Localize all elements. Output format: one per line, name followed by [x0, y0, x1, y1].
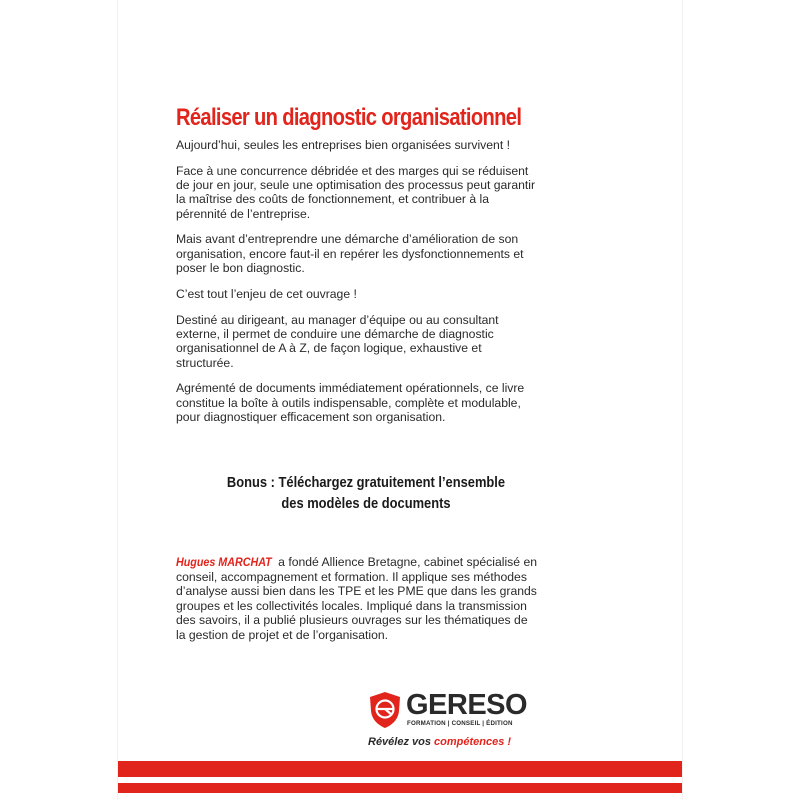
author-name: Hugues MARCHAT [176, 555, 272, 569]
description-paragraph: Agrémenté de documents immédiatement opérationnels, ce livre constitue la boîte à outils indispensable, complète et modulable, pour diagnostiquer efficacement son organisation. [176, 381, 525, 424]
book-title: Réaliser un diagnostic organisationnel [176, 104, 522, 132]
bonus-callout [203, 472, 530, 514]
description-body [176, 138, 536, 436]
publisher-slogan [368, 736, 528, 748]
footer-band-thin [118, 783, 682, 793]
description-paragraph: Destiné au dirigeant, au manager d’équipe ou au consultant externe, il permet de conduire une démarche de diagnostic organisationnel de A à Z, de façon logique, exhaustive et structurée. [176, 312, 499, 370]
publisher-logo [368, 689, 528, 730]
author-bio-text: a fondé Allience Bretagne, cabinet spécialisé en conseil, accompagnement et formation. Il applique ses méthodes d’analyse aussi bien dans les TPE et les PME que dans les grands groupes et les collectivités locales. Impliqué dans la transmission des savoirs, il a publié plusieurs ouvrages sur les thématiques de la gestion de projet et de l’organisation. [176, 555, 537, 642]
description-paragraph: Face à une concurrence débridée et des marges qui se réduisent de jour en jour, seule une optimisation des processus peut garantir la maîtrise des coûts de fonctionnement, et contribuer à la pérennité de l’entreprise. [176, 163, 536, 221]
footer-band-thick [118, 761, 682, 777]
author-bio [176, 555, 538, 643]
bonus-line-2: des modèles de documents [281, 495, 451, 512]
bonus-line-1: Bonus : Téléchargez gratuitement l’ensemble [226, 474, 506, 491]
publisher-tagline: FORMATION | CONSEIL | ÉDITION [407, 720, 513, 727]
description-paragraph: C’est tout l’enjeu de cet ouvrage ! [176, 286, 357, 301]
slogan-prefix: Révélez vos [368, 736, 435, 748]
description-paragraph: Mais avant d’entreprendre une démarche d’amélioration de son organisation, encore faut-il en repérer les dysfonctionnements et poser le bon diagnostic. [176, 232, 524, 276]
gereso-shield-logo-icon [368, 691, 402, 729]
publisher-name: GERESO [406, 689, 528, 721]
description-paragraph: Aujourd’hui, seules les entreprises bien organisées survivent ! [176, 138, 510, 152]
slogan-accent: compétences ! [434, 736, 512, 748]
